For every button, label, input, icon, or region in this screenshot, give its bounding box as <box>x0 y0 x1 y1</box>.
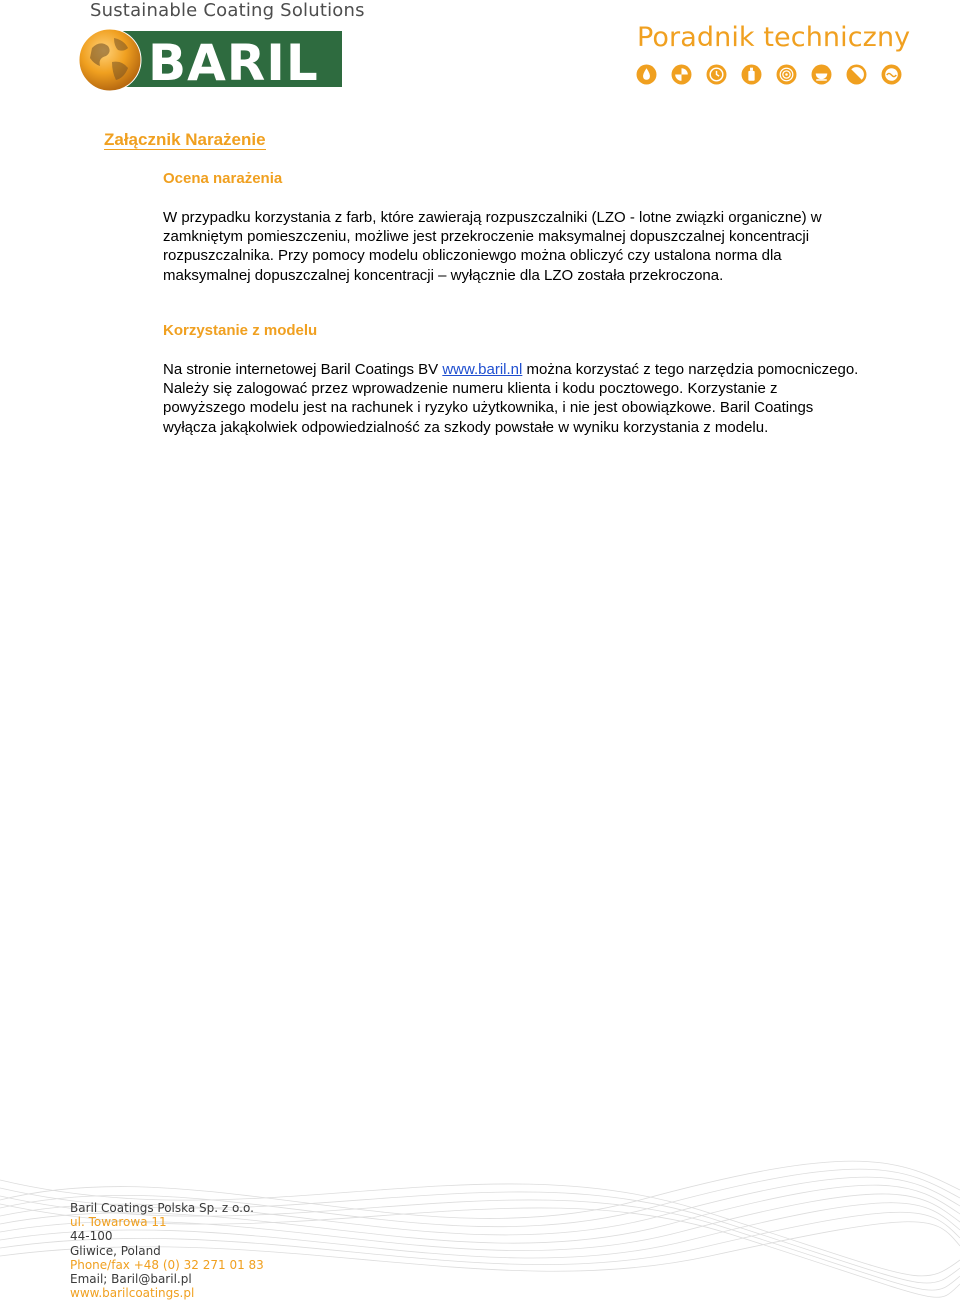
company-tagline: Sustainable Coating Solutions <box>90 0 365 21</box>
target-icon <box>776 64 797 85</box>
baril-logo <box>78 28 344 92</box>
footer-street: ul. Towarowa 11 <box>70 1215 167 1230</box>
footer-company: Baril Coatings Polska Sp. z o.o. <box>70 1201 254 1215</box>
guide-title: Poradnik techniczny <box>637 22 911 53</box>
clock-icon <box>706 64 727 85</box>
footer-city: Gliwice, Poland <box>70 1243 161 1258</box>
footer-website[interactable]: www.barilcoatings.pl <box>70 1286 195 1301</box>
paragraph-model-usage-start: Na stronie internetowej Baril Coatings BV <box>163 361 443 378</box>
section-title-model-usage: Korzystanie z modelu <box>163 322 318 339</box>
drop-icon <box>636 64 657 85</box>
bottle-icon <box>741 64 762 85</box>
bowl-icon <box>811 64 832 85</box>
document-heading-text: Załącznik Narażenie <box>104 130 266 149</box>
paragraph-model-usage <box>163 360 863 437</box>
half-circle-icon <box>846 64 867 85</box>
quadrant-icon <box>671 64 692 85</box>
footer-phone: Phone/fax +48 (0) 32 271 01 83 <box>70 1257 264 1272</box>
baril-website-link[interactable]: www.baril.nl <box>442 361 523 378</box>
wave-icon <box>881 64 902 85</box>
document-heading <box>104 130 266 150</box>
logo-wordmark: BARIL <box>148 34 319 92</box>
paragraph-assessment: W przypadku korzystania z farb, które zawierają rozpuszczalniki (LZO - lotne związki organiczne) w zamkniętym pomieszczeniu, możliwe jest przekroczenie maksymalnej dopuszczalnej koncentracji rozpuszczalnika. Przy pomocy modelu obliczoniewgo można obliczyć czy ustalona norma dla maksymalnej dopuszczalnej koncentracji – wyłącznie dla LZO została przekroczona. <box>163 209 822 284</box>
guide-icon-row <box>636 64 902 85</box>
footer-postcode: 44-100 <box>70 1229 113 1244</box>
paragraph-model-usage-end: można korzystać z tego narzędzia pomocniczego. Należy się zalogować przez wprowadzenie numeru klienta i kodu pocztowego. Korzystanie z powyższego modelu jest na rachunek i ryzyko użytkownika, i nie jest obowiązkowe. Baril Coatings wyłącza jakąkolwiek odpowiedzialność za szkody powstałe w wyniku korzystania z modelu. <box>163 361 859 436</box>
footer-email[interactable]: Email; Baril@baril.pl <box>70 1272 192 1287</box>
footer-contact <box>70 1201 264 1300</box>
section-title-assessment: Ocena narażenia <box>163 170 283 187</box>
